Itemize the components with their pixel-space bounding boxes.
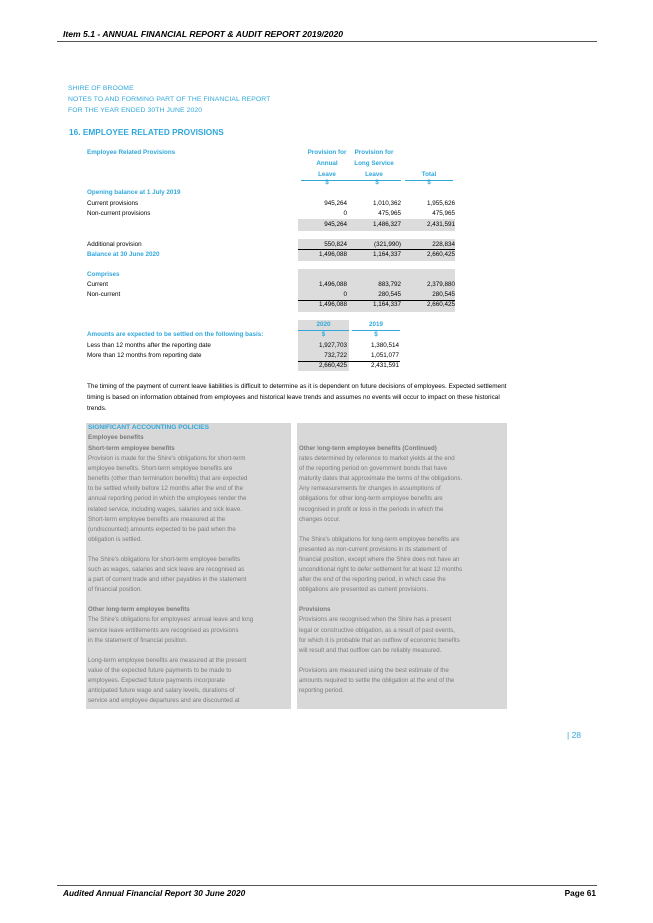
- header-rule: [57, 41, 597, 42]
- footer-page: Page 61: [564, 888, 596, 898]
- policy-line: financial position, except where the Shire does not have an: [299, 555, 460, 563]
- policy-block: [299, 444, 505, 525]
- balance-label: Balance at 30 June 2020: [87, 251, 160, 258]
- policy-heading: Short-term employee benefits: [88, 445, 175, 452]
- policy-line: The Shire's obligations for short-term employee benefits: [88, 555, 241, 563]
- comprises-label: Comprises: [87, 271, 120, 278]
- report-period: FOR THE YEAR ENDED 30TH JUNE 2020: [68, 107, 203, 114]
- unit-2: $: [375, 179, 379, 186]
- col-annual-leave-h1: Provision for: [307, 149, 347, 156]
- policy-line: service and employee departures and are discounted at: [88, 697, 240, 705]
- row-label: More than 12 months from reporting date: [87, 352, 202, 359]
- policy-line: rates determined by reference to market yields at the end: [299, 455, 455, 463]
- policy-line: Provisions are measured using the best estimate of the: [299, 666, 449, 674]
- cell: 1,496,088: [318, 301, 347, 308]
- policy-line: employees. Expected future payments incorporate: [88, 676, 225, 684]
- cell: 475,965: [432, 210, 455, 217]
- page-number-marker: | 28: [567, 730, 582, 740]
- cell: 1,380,514: [370, 342, 399, 349]
- policy-line: Short-term employee benefits are measured at the: [88, 515, 226, 523]
- col-annual-leave-h3: Leave: [318, 171, 336, 178]
- policy-line: of the reporting period on government bonds that have: [299, 465, 448, 473]
- cell: 1,051,077: [370, 352, 399, 359]
- cell: 1,496,088: [318, 281, 347, 288]
- section-title: 16. EMPLOYEE RELATED PROVISIONS: [69, 127, 224, 137]
- cell: (321,990): [374, 241, 401, 248]
- policies-right-column: [299, 444, 505, 696]
- policy-block: [299, 605, 505, 655]
- policy-line: The Shire's obligations for employees' annual leave and long: [88, 616, 254, 624]
- row-label: Non-current: [87, 291, 121, 298]
- policy-heading: Other long-term employee benefits: [88, 606, 190, 614]
- policy-line: recognised in profit or loss in the periods in which the: [299, 505, 444, 513]
- policy-line: for which it is probable that an outflow of economic benefits: [299, 636, 460, 644]
- cell: 2,431,591: [426, 221, 455, 228]
- policy-line: in the statement of financial position.: [88, 636, 188, 644]
- year-2020: 2020: [316, 321, 331, 328]
- col-lsl-h3: Leave: [365, 171, 383, 178]
- row-label: Non-current provisions: [87, 210, 151, 217]
- policy-line: unconditional right to defer settlement for at least 12 months: [299, 566, 463, 574]
- policy-line: benefits (other than termination benefits) that are expected: [88, 475, 248, 483]
- cell: 550,824: [324, 241, 347, 248]
- col-lsl-h2: Long Service: [354, 160, 394, 167]
- policy-line: Long-term employee benefits are measured at the present: [88, 656, 247, 664]
- cell: 1,010,362: [372, 200, 401, 207]
- policy-line: will result and that outflow can be reliably measured.: [299, 646, 442, 654]
- cell: 1,927,703: [318, 342, 347, 349]
- policies-subtitle: Employee benefits: [88, 434, 144, 441]
- cell: 883,792: [378, 281, 401, 288]
- cell: 732,722: [324, 352, 347, 359]
- policy-line: service leave entitlements are recognised as provisions: [88, 626, 239, 634]
- policy-block: [299, 666, 505, 696]
- policies-title: SIGNIFICANT ACCOUNTING POLICIES: [88, 424, 210, 431]
- policy-line: annual reporting period in which the employees render the: [88, 495, 247, 503]
- cell: 2,660,425: [426, 251, 455, 258]
- cell: 2,660,425: [426, 301, 455, 308]
- policy-line: Any remeasurements for changes in assumptions of: [299, 485, 441, 493]
- policy-line: obligation is settled.: [88, 535, 142, 543]
- policy-line: related service, including wages, salaries and sick leave.: [88, 505, 242, 513]
- footer-rule: [57, 885, 597, 886]
- policy-line: anticipated future wage and salary levels, durations of: [88, 686, 235, 694]
- policy-line: changes occur.: [299, 515, 341, 523]
- unit-3: $: [427, 179, 431, 186]
- cell: 1,955,626: [426, 200, 455, 207]
- policy-line: obligations are presented as current provisions.: [299, 586, 429, 594]
- row-label: Current provisions: [87, 200, 139, 207]
- org-name: SHIRE OF BROOME: [68, 85, 134, 92]
- cell: 280,545: [378, 291, 401, 298]
- policy-line: presented as non-current provisions in its statement of: [299, 545, 447, 553]
- unit-1: $: [325, 179, 329, 186]
- report-subtitle: NOTES TO AND FORMING PART OF THE FINANCIAL REPORT: [68, 96, 271, 103]
- cell: 475,965: [378, 210, 401, 217]
- policy-line: Provisions are recognised when the Shire has a present: [299, 616, 452, 624]
- cell: 1,164,337: [372, 251, 401, 258]
- policy-line: maturity dates that approximate the terms of the obligations.: [299, 475, 463, 483]
- cell: 228,834: [432, 241, 455, 248]
- cell: 2,431,591: [370, 362, 399, 369]
- policy-line: (undiscounted) amounts expected to be paid when the: [88, 525, 236, 533]
- cell: 2,379,880: [426, 281, 455, 288]
- policy-heading: Provisions: [299, 606, 331, 614]
- policy-line: Provision is made for the Shire's obligations for short-term: [88, 455, 246, 463]
- policy-line: such as wages, salaries and sick leave are recognised as: [88, 566, 245, 574]
- col-annual-leave-h2: Annual: [316, 160, 338, 167]
- cell: 280,545: [432, 291, 455, 298]
- policy-line: of financial position.: [88, 586, 142, 594]
- unit: $: [374, 331, 378, 338]
- opening-label: Opening balance at 1 July 2019: [87, 189, 181, 196]
- policy-line: The Shire's obligations for long-term employee benefits are: [299, 535, 460, 543]
- cell: 945,264: [324, 200, 347, 207]
- timing-note: The timing of the payment of current leave liabilities is difficult to determine as it is dependent on future decisions of employees. Expected settlement timing is based on information obtained from employees and historical leave trends and assumes no events will occur to impact on these historical trends.: [87, 383, 507, 412]
- policy-line: a part of current trade and other payables in the statement: [88, 576, 247, 584]
- col-total-h: Total: [421, 171, 437, 178]
- policy-block: [88, 555, 288, 595]
- policy-line: value of the expected future payments to be made to: [88, 666, 232, 674]
- cell: 945,264: [324, 221, 347, 228]
- policy-line: employee benefits. Short-term employee benefits are: [88, 465, 233, 473]
- policy-line: to be settled wholly before 12 months after the end of the: [88, 485, 243, 493]
- table-heading: Employee Related Provisions: [87, 149, 176, 156]
- policy-block: [88, 656, 288, 706]
- cell: 1,496,088: [318, 251, 347, 258]
- policy-line: after the end of the reporting period, in which case the: [299, 576, 446, 584]
- unit: $: [321, 331, 326, 338]
- cell: 1,164,337: [372, 301, 401, 308]
- policy-line: obligations for other long-term employee benefits are: [299, 495, 443, 503]
- policy-line: reporting period.: [299, 686, 344, 694]
- settlement-heading: Amounts are expected to be settled on the following basis:: [87, 331, 264, 338]
- policy-block: [299, 535, 505, 596]
- page-header-title: Item 5.1 - ANNUAL FINANCIAL REPORT & AUDIT REPORT 2019/2020: [63, 29, 343, 39]
- footer-title: Audited Annual Financial Report 30 June 2020: [63, 888, 246, 898]
- policy-line: amounts required to settle the obligation at the end of the: [299, 676, 455, 684]
- cell: 0: [343, 291, 347, 298]
- policy-heading: Other long-term employee benefits (Continued): [299, 445, 437, 452]
- col-lsl-h1: Provision for: [354, 149, 394, 156]
- row-label: Additional provision: [87, 241, 142, 248]
- policy-block: [88, 444, 288, 545]
- row-label: Less than 12 months after the reporting date: [87, 342, 211, 349]
- cell: 0: [343, 210, 347, 217]
- row-label: Current: [87, 281, 108, 288]
- year-2019: 2019: [368, 321, 383, 328]
- cell: 1,486,327: [372, 221, 401, 228]
- policy-line: legal or constructive obligation, as a result of past events,: [299, 626, 455, 634]
- policy-block: [88, 605, 288, 645]
- policies-left-column: [88, 444, 288, 706]
- cell: 2,660,425: [318, 362, 347, 369]
